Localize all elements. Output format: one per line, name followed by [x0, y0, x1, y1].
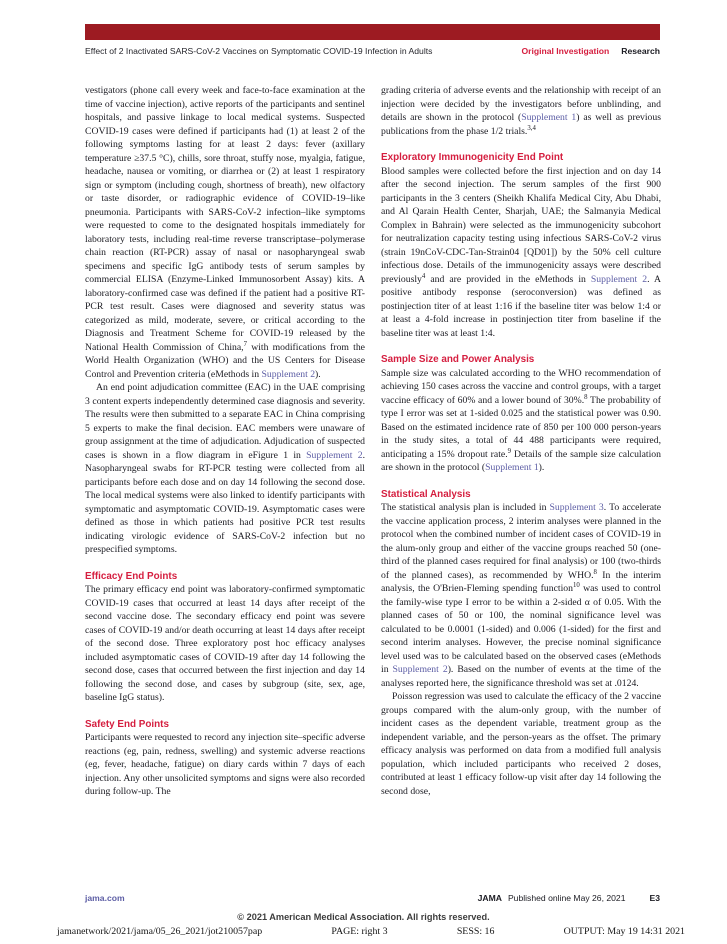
publication-info	[478, 893, 660, 903]
slug-file-path: jamanetwork/2021/jama/05_26_2021/jot210057pap	[57, 926, 263, 937]
slug-output: OUTPUT: May 19 14:31 2021	[563, 926, 685, 937]
supplement-link[interactable]: Supplement 1	[485, 462, 539, 473]
paragraph: grading criteria of adverse events and the relationship with receipt of an injection were decided by the investigators before unblinding, and details are shown in the protocol (Supplement 1) as well as previous publications from the phase 1/2 trials.$^{3,4}$	[381, 85, 661, 137]
right-column	[381, 84, 661, 902]
article-category	[521, 46, 660, 56]
reference-superscript: 8	[593, 568, 597, 576]
reference-superscript: 3,4	[527, 124, 536, 132]
section-heading: Statistical Analysis	[381, 488, 471, 500]
article-body	[85, 84, 661, 902]
section-heading: Exploratory Immunogenicity End Point	[381, 152, 564, 163]
left-column	[85, 84, 365, 902]
published-date: Published online May 26, 2021	[507, 893, 626, 903]
copyright-line: © 2021 American Medical Association. All rights reserved.	[237, 912, 490, 922]
category-original-investigation: Original Investigation	[521, 46, 610, 56]
section-heading: Safety End Points	[85, 718, 169, 730]
paragraph: vestigators (phone call every week and face-to-face examination at the time of vaccine injection), active reports of the participants and sentinel hospitals, and passive linkage to local medical systems. Suspected COVID-19 cases were defined if participants had (1) at least 2 of the following symptoms lasting for at least 2 days: fever (axillary temperature ≥37.5 °C), chills, sore throat, stuffy nose, myalgia, fatigue, headache, nausea or vomiting, or diarrhea or (2) at least 1 respiratory sign or symptom (including cough, shortness of breath), new olfactory or taste disorder, or radiographic evidence of COVID-19–like pneumonia. Participants with SARS-CoV-2 infection–like symptoms were requested to come to the designated hospitals immediately for laboratory tests, including real-time reverse transcriptase–polymerase chain reaction (RT-PCR) assay of nasal or nasopharyngeal swab specimens and specific IgG antibody tests of serum samples by commercial ELISA (Enzyme-Linked Immunosorbent Assay) kits. A laboratory-confirmed case was defined if the patient had a positive RT-PCR test result. Cases were diagnosed and severity status was categorized as mild, moderate, severe, or critical according to the Diagnosis and Treatment Scheme for COVID-19 released by the National Health Commission of China,$^7$ with modifications from the World Health Organization (WHO) and the US Centers for Disease Control and Prevention criteria (eMethods in Supplement 2).	[85, 85, 365, 380]
running-head-row	[85, 46, 660, 56]
masthead-rule	[85, 24, 660, 40]
running-head-title: Effect of 2 Inactivated SARS-CoV-2 Vaccines on Symptomatic COVID-19 Infection in Adults	[85, 46, 433, 56]
supplement-link[interactable]: Supplement 2	[261, 368, 316, 380]
production-slug-line	[57, 926, 685, 937]
journal-name: JAMA	[477, 893, 502, 903]
paragraph: The primary efficacy end point was laboratory-confirmed symptomatic COVID-19 cases that occurred at least 14 days after receipt of the second vaccine dose. The secondary efficacy end point was severe cases of COVID-19 and/or death occurring at least 14 days after receipt of the second dose. Three exploratory post hoc efficacy analyses included asymptomatic cases of COVID-19 after day 14 following the second dose, cases that occurred between the first injection and day 14 following the second dose, and cases by subgroup (site, sex, age, baseline IgG status).	[85, 584, 365, 703]
supplement-link[interactable]: Supplement 3	[549, 502, 604, 513]
reference-superscript: 10	[572, 581, 580, 589]
paragraph: Participants were requested to record any injection site–specific adverse reactions (eg, pain, redness, swelling) and systemic adverse reactions (eg, fever, headache, fatigue) on diary cards within 7 days of each injection. Any other unsolicited symptoms and signs were also recorded during follow-up. The	[85, 732, 365, 797]
paragraph: Blood samples were collected before the first injection and on day 14 after the second injection. The serum samples of the first 900 participants in the 3 centers (Sheikh Khalifa Medical City, Abu Dhabi, and Al Qarain Health Center, Sharjah, UAE; the Salmanyia Medical Complex in Bahrain) were selected as the immunogenicity subcohort for neutralization capacity testing using infectious SARS-CoV-2 virus (strain 19nCoV-CDC-Tan-Strain04 [QD01]) by the 50% cell culture infectious dose. Details of the immunogenicity assays were described previously$^4$ and are provided in the eMethods in Supplement 2. A positive antibody response (seroconversion) was defined as postinjection titer of at least 1:16 if the baseline titer was below 1:4 or at least a 4-fold increase in postinjection titer from baseline if the baseline titer was at least 1:4.	[381, 165, 661, 339]
reference-superscript: 4	[421, 272, 426, 280]
slug-page: PAGE: right 3	[331, 926, 388, 937]
reference-superscript: 7	[243, 340, 248, 348]
supplement-link[interactable]: Supplement 2	[590, 273, 648, 285]
jama-com-link[interactable]: jama.com	[85, 893, 125, 903]
category-research: Research	[621, 46, 660, 56]
paragraph: Sample size was calculated according to the WHO recommendation of achieving 150 cases across the vaccine and control groups, with a target vaccine efficacy of 60% and a lower bound of 30%.$^8$ The probability of type I error was set at 1-sided 0.025 and the statistical power was 0.90. Based on the estimated incidence rate of 850 per 100 000 person-years in the study sites, a total of 44 488 participants were required, anticipating a 15% dropout rate.$^9$ Details of the sample size calculation are shown in the protocol (Supplement 1).	[381, 367, 661, 473]
supplement-link[interactable]: Supplement 2	[306, 449, 363, 461]
paragraph: Poisson regression was used to calculate the efficacy of the 2 vaccine groups compared with the alum-only group, with the number of incident cases as the dependent variable, treatment group as the independent variable, and the person-years as the offset. The primary efficacy analysis was performed on data from a modified full analysis population, which included participants who received 2 doses, contributed at least 1 efficacy follow-up visit after day 14 following the second dose,	[381, 691, 661, 797]
supplement-link[interactable]: Supplement 2	[392, 664, 448, 675]
section-heading: Sample Size and Power Analysis	[381, 354, 535, 365]
supplement-link[interactable]: Supplement 1	[521, 112, 577, 123]
section-heading: Efficacy End Points	[85, 570, 178, 582]
paragraph: The statistical analysis plan is included in Supplement 3. To accelerate the vaccine application process, 2 interim analyses were planned in the protocol when the combined number of incident cases of COVID-19 in the alum-only group and either of the vaccine groups reached 50 (one-third of the planned cases required for final analysis) or 100 (two-thirds of the planned cases), as recommended by WHO.$^8$ In the interim analysis, the O'Brien-Fleming spending function$^{10}$ was used to control the family-wise type I error to be within a 2-sided α of 0.05. With the planned cases of 50 or 100, the nominal significance level was calculated to be 0.0001 (1-sided) and 0.006 (1-sided) for the first and second interim analyses. However, the precise nominal significance level used was to be calculated based on the observed cases (eMethods in Supplement 2). Based on the number of events at the time of the analyses reported here, the significance threshold was set at .0124.	[381, 502, 661, 689]
page-footer	[85, 893, 660, 903]
page-number: E3	[649, 893, 660, 903]
slug-session: SESS: 16	[456, 926, 495, 937]
reference-superscript: 8	[584, 393, 588, 401]
paragraph: An end point adjudication committee (EAC) in the UAE comprising 3 content experts independently determined case diagnosis and severity. The results were then submitted to a separate EAC in China comprising 5 experts to make the final decision. EAC members were unaware of group assignment at the time of adjudication. Adjudication of suspected cases is shown in a flow diagram in eFigure 1 in Supplement 2. Nasopharyngeal swabs for RT-PCR testing were collected from all participants before each dose and on day 14 following the second dose. The local medical systems were also linked to identify participants with symptomatic and asymptomatic COVID-19. Asymptomatic cases were defined as those in which patients had positive PCR test results indicating virologic evidence of SARS-CoV-2 infection but no prespecified symptoms.	[85, 382, 365, 555]
reference-superscript: 9	[507, 447, 512, 455]
